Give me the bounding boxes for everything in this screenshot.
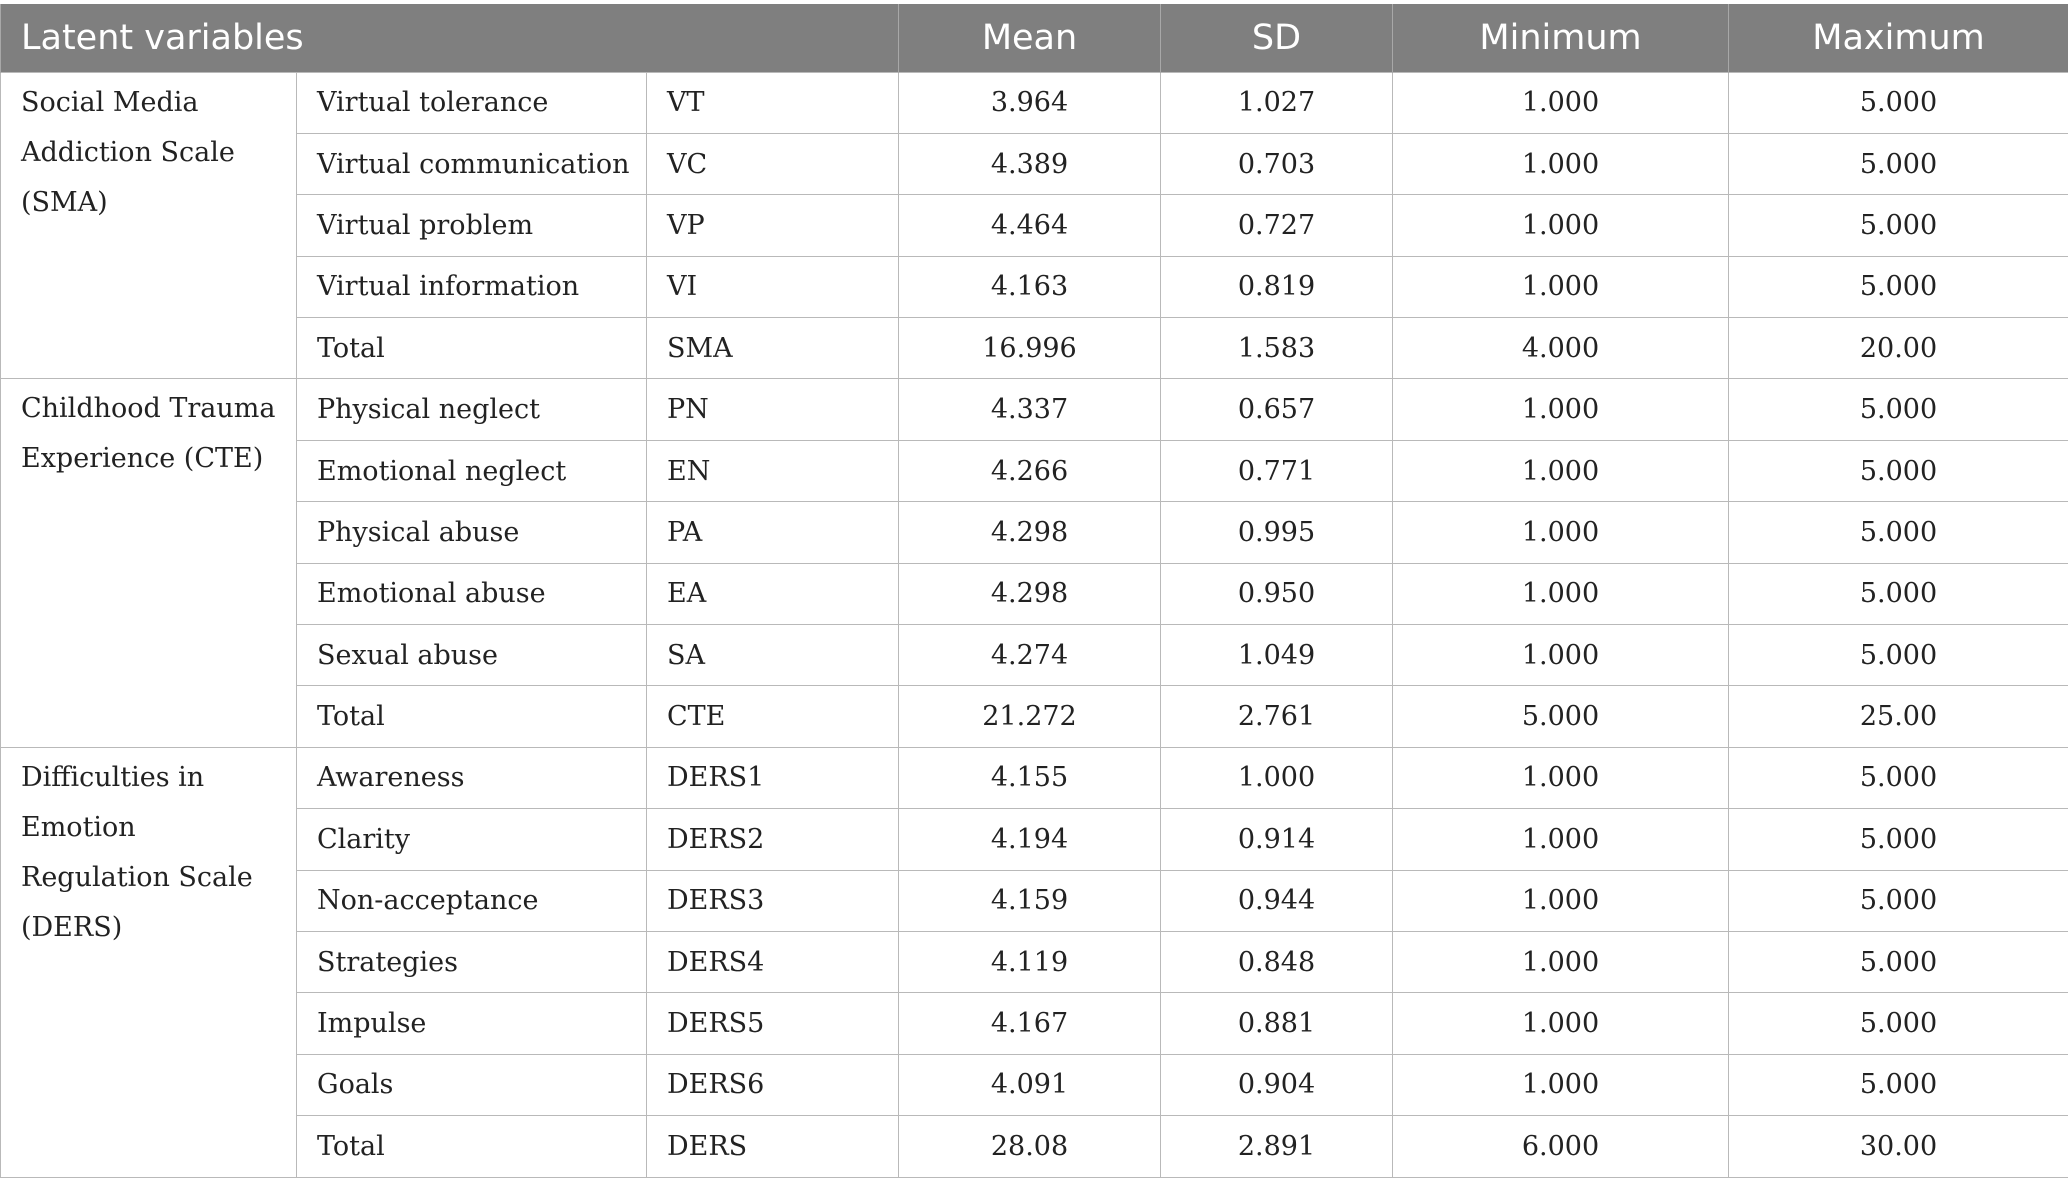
abbreviation-cell: SA — [647, 625, 899, 686]
maximum-cell: 5.000 — [1729, 747, 2068, 808]
item-cell: Emotional neglect — [297, 440, 647, 501]
sd-cell: 1.049 — [1161, 625, 1393, 686]
abbreviation-cell: PN — [647, 379, 899, 440]
item-cell: Awareness — [297, 747, 647, 808]
abbreviation-cell: DERS5 — [647, 993, 899, 1054]
minimum-cell: 1.000 — [1393, 440, 1729, 501]
mean-cell: 4.298 — [899, 502, 1161, 563]
mean-cell: 4.163 — [899, 256, 1161, 317]
table-row — [1, 318, 2068, 379]
maximum-cell: 5.000 — [1729, 931, 2068, 992]
header-minimum: Minimum — [1393, 4, 1729, 72]
sd-cell: 1.027 — [1161, 72, 1393, 133]
mean-cell: 4.091 — [899, 1054, 1161, 1115]
maximum-cell: 5.000 — [1729, 993, 2068, 1054]
mean-cell: 21.272 — [899, 686, 1161, 747]
descriptive-statistics-table — [0, 4, 2068, 1178]
table-row — [1, 1054, 2068, 1115]
maximum-cell: 5.000 — [1729, 256, 2068, 317]
mean-cell: 4.337 — [899, 379, 1161, 440]
sd-cell: 0.727 — [1161, 195, 1393, 256]
mean-cell: 4.298 — [899, 563, 1161, 624]
group-name-cell: Childhood Trauma Experience (CTE) — [1, 379, 297, 747]
maximum-cell: 20.00 — [1729, 318, 2068, 379]
sd-cell: 2.891 — [1161, 1116, 1393, 1177]
table-header — [1, 4, 2068, 72]
item-cell: Strategies — [297, 931, 647, 992]
item-cell: Non-acceptance — [297, 870, 647, 931]
abbreviation-cell: PA — [647, 502, 899, 563]
abbreviation-cell: EN — [647, 440, 899, 501]
table-row — [1, 502, 2068, 563]
abbreviation-cell: DERS1 — [647, 747, 899, 808]
item-cell: Clarity — [297, 809, 647, 870]
table-row — [1, 256, 2068, 317]
table-row — [1, 747, 2068, 808]
abbreviation-cell: VP — [647, 195, 899, 256]
mean-cell: 4.167 — [899, 993, 1161, 1054]
header-row — [1, 4, 2068, 72]
sd-cell: 0.904 — [1161, 1054, 1393, 1115]
abbreviation-cell: DERS3 — [647, 870, 899, 931]
mean-cell: 4.266 — [899, 440, 1161, 501]
minimum-cell: 1.000 — [1393, 870, 1729, 931]
mean-cell: 16.996 — [899, 318, 1161, 379]
maximum-cell: 25.00 — [1729, 686, 2068, 747]
sd-cell: 0.657 — [1161, 379, 1393, 440]
maximum-cell: 5.000 — [1729, 72, 2068, 133]
minimum-cell: 6.000 — [1393, 1116, 1729, 1177]
table-row — [1, 195, 2068, 256]
table-row — [1, 686, 2068, 747]
item-cell: Total — [297, 318, 647, 379]
maximum-cell: 5.000 — [1729, 502, 2068, 563]
abbreviation-cell: SMA — [647, 318, 899, 379]
table-row — [1, 931, 2068, 992]
maximum-cell: 30.00 — [1729, 1116, 2068, 1177]
minimum-cell: 1.000 — [1393, 195, 1729, 256]
abbreviation-cell: VC — [647, 133, 899, 194]
sd-cell: 2.761 — [1161, 686, 1393, 747]
maximum-cell: 5.000 — [1729, 809, 2068, 870]
sd-cell: 0.914 — [1161, 809, 1393, 870]
item-cell: Physical neglect — [297, 379, 647, 440]
abbreviation-cell: DERS — [647, 1116, 899, 1177]
item-cell: Total — [297, 686, 647, 747]
maximum-cell: 5.000 — [1729, 563, 2068, 624]
table-row — [1, 625, 2068, 686]
abbreviation-cell: CTE — [647, 686, 899, 747]
table-row — [1, 1116, 2068, 1177]
header-maximum: Maximum — [1729, 4, 2068, 72]
maximum-cell: 5.000 — [1729, 379, 2068, 440]
table-row — [1, 440, 2068, 501]
item-cell: Sexual abuse — [297, 625, 647, 686]
sd-cell: 1.583 — [1161, 318, 1393, 379]
minimum-cell: 1.000 — [1393, 133, 1729, 194]
sd-cell: 0.944 — [1161, 870, 1393, 931]
mean-cell: 4.194 — [899, 809, 1161, 870]
minimum-cell: 1.000 — [1393, 379, 1729, 440]
abbreviation-cell: DERS6 — [647, 1054, 899, 1115]
minimum-cell: 1.000 — [1393, 993, 1729, 1054]
table-row — [1, 563, 2068, 624]
abbreviation-cell: DERS2 — [647, 809, 899, 870]
group-name-cell: Social Media Addiction Scale (SMA) — [1, 72, 297, 379]
minimum-cell: 5.000 — [1393, 686, 1729, 747]
table-row — [1, 809, 2068, 870]
table-row — [1, 379, 2068, 440]
sd-cell: 0.848 — [1161, 931, 1393, 992]
abbreviation-cell: VT — [647, 72, 899, 133]
minimum-cell: 1.000 — [1393, 256, 1729, 317]
table-row — [1, 993, 2068, 1054]
item-cell: Virtual information — [297, 256, 647, 317]
sd-cell: 1.000 — [1161, 747, 1393, 808]
sd-cell: 0.950 — [1161, 563, 1393, 624]
minimum-cell: 1.000 — [1393, 809, 1729, 870]
mean-cell: 4.119 — [899, 931, 1161, 992]
table-row — [1, 133, 2068, 194]
minimum-cell: 1.000 — [1393, 1054, 1729, 1115]
mean-cell: 4.389 — [899, 133, 1161, 194]
mean-cell: 4.464 — [899, 195, 1161, 256]
item-cell: Total — [297, 1116, 647, 1177]
minimum-cell: 1.000 — [1393, 747, 1729, 808]
minimum-cell: 1.000 — [1393, 931, 1729, 992]
mean-cell: 28.08 — [899, 1116, 1161, 1177]
minimum-cell: 4.000 — [1393, 318, 1729, 379]
minimum-cell: 1.000 — [1393, 625, 1729, 686]
minimum-cell: 1.000 — [1393, 563, 1729, 624]
header-mean: Mean — [899, 4, 1161, 72]
minimum-cell: 1.000 — [1393, 502, 1729, 563]
sd-cell: 0.995 — [1161, 502, 1393, 563]
header-sd: SD — [1161, 4, 1393, 72]
abbreviation-cell: VI — [647, 256, 899, 317]
abbreviation-cell: EA — [647, 563, 899, 624]
sd-cell: 0.881 — [1161, 993, 1393, 1054]
mean-cell: 3.964 — [899, 72, 1161, 133]
maximum-cell: 5.000 — [1729, 870, 2068, 931]
table-row — [1, 870, 2068, 931]
maximum-cell: 5.000 — [1729, 440, 2068, 501]
mean-cell: 4.274 — [899, 625, 1161, 686]
maximum-cell: 5.000 — [1729, 625, 2068, 686]
abbreviation-cell: DERS4 — [647, 931, 899, 992]
group-name-cell: Difficulties in Emotion Regulation Scale (DERS) — [1, 747, 297, 1177]
sd-cell: 0.703 — [1161, 133, 1393, 194]
maximum-cell: 5.000 — [1729, 133, 2068, 194]
item-cell: Impulse — [297, 993, 647, 1054]
item-cell: Physical abuse — [297, 502, 647, 563]
mean-cell: 4.159 — [899, 870, 1161, 931]
item-cell: Goals — [297, 1054, 647, 1115]
maximum-cell: 5.000 — [1729, 195, 2068, 256]
item-cell: Virtual communication — [297, 133, 647, 194]
table-body — [1, 72, 2068, 1177]
table-row — [1, 72, 2068, 133]
maximum-cell: 5.000 — [1729, 1054, 2068, 1115]
mean-cell: 4.155 — [899, 747, 1161, 808]
minimum-cell: 1.000 — [1393, 72, 1729, 133]
header-latent-variables: Latent variables — [1, 4, 899, 72]
item-cell: Virtual problem — [297, 195, 647, 256]
sd-cell: 0.819 — [1161, 256, 1393, 317]
item-cell: Virtual tolerance — [297, 72, 647, 133]
item-cell: Emotional abuse — [297, 563, 647, 624]
sd-cell: 0.771 — [1161, 440, 1393, 501]
